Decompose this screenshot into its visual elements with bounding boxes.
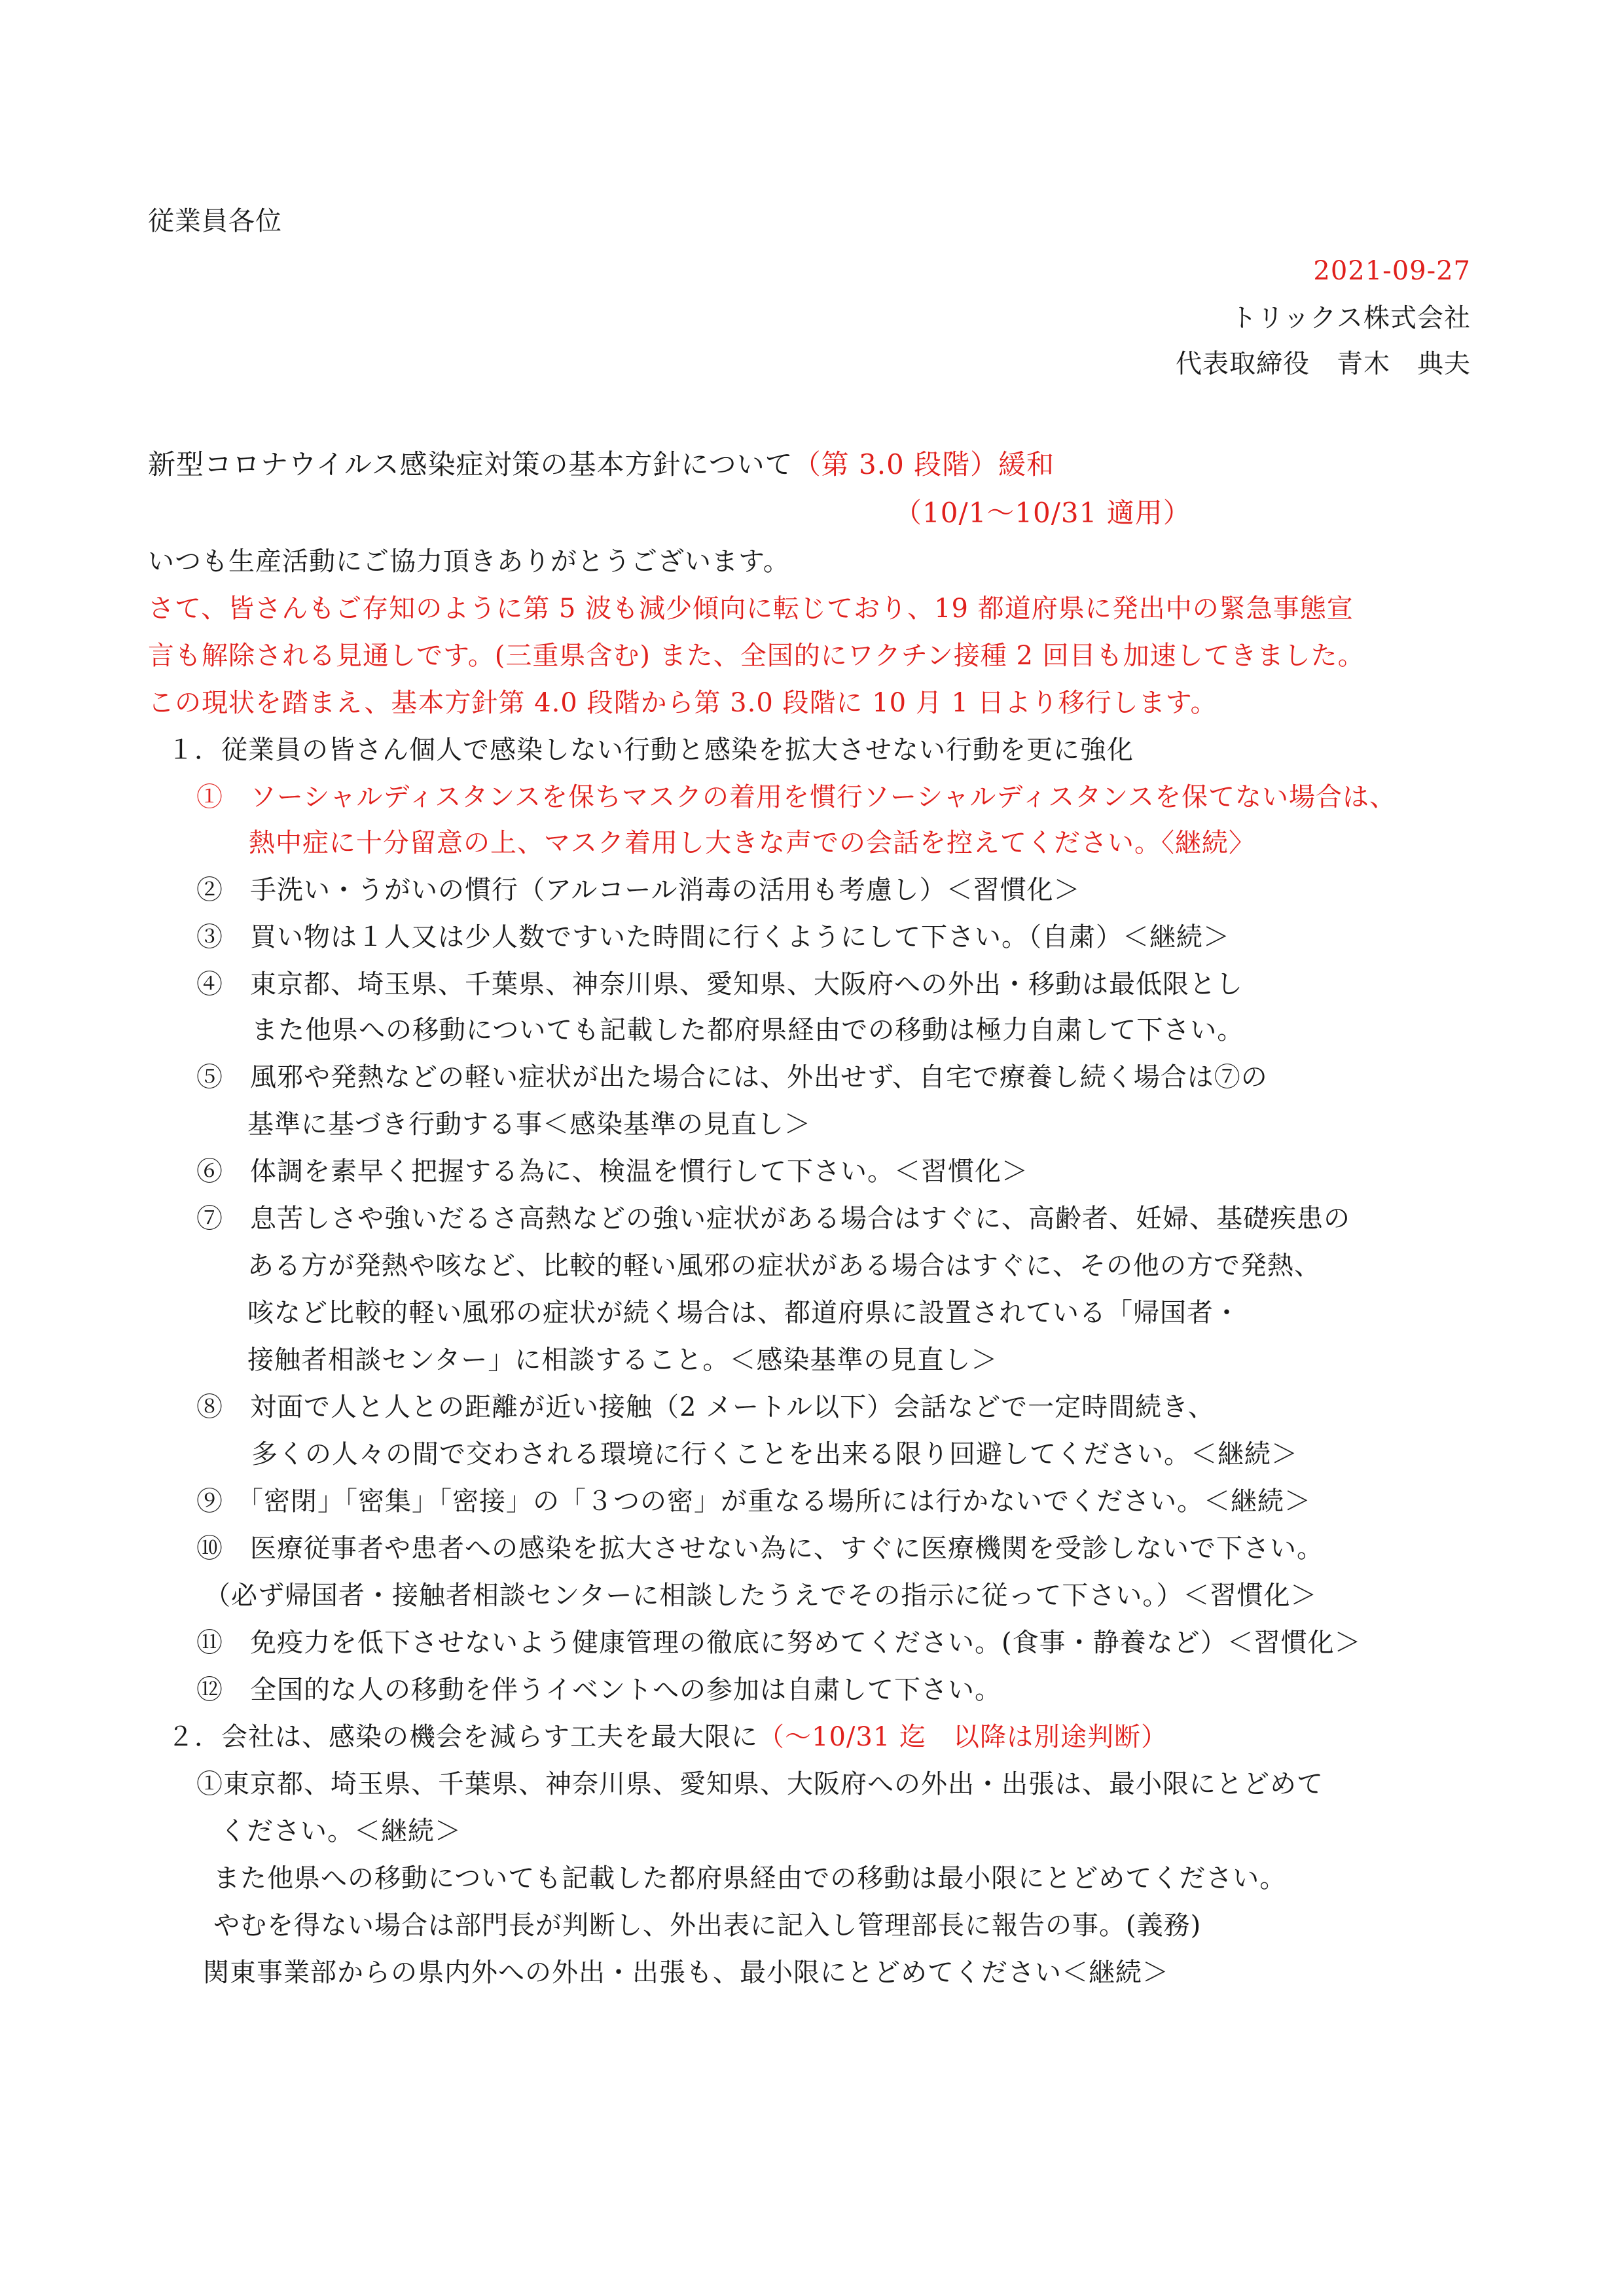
section2-heading-note: （～10/31 迄 以降は別途判断） (758, 1722, 1168, 1752)
title-stage: （第 3.0 段階）緩和 (793, 448, 1055, 480)
section1-item10-line1: ⑩ 医療従事者や患者への感染を拡大させない為に、すぐに医療機関を受診しないで下さい。 (196, 1534, 1324, 1564)
addressee: 従業員各位 (148, 206, 282, 236)
section1-item2: ② 手洗い・うがいの慣行（アルコール消毒の活用も考慮し）＜習慣化＞ (196, 875, 1081, 905)
section1-item1-line1: ① ソーシャルディスタンスを保ちマスクの着用を慣行ソーシャルディスタンスを保てない場合は、 (196, 782, 1396, 812)
section2-item1-line5: 関東事業部からの県内外への外出・出張も、最小限にとどめてください＜継続＞ (203, 1958, 1169, 1988)
title-main: 新型コロナウイルス感染症対策の基本方針について (148, 448, 793, 480)
section1-item3: ③ 買い物は１人又は少人数ですいた時間に行くようにして下さい。（自粛）＜継続＞ (196, 922, 1230, 952)
section1-item7-line4: 接触者相談センター」に相談すること。＜感染基準の見直し＞ (247, 1345, 998, 1375)
section1-item7-line2: ある方が発熱や咳など、比較的軽い風邪の症状がある場合はすぐに、その他の方で発熱、 (247, 1251, 1321, 1281)
document-title (148, 446, 1055, 483)
section1-item7-line3: 咳など比較的軽い風邪の症状が続く場合は、都道府県に設置されている「帰国者・ (247, 1298, 1240, 1328)
company-name: トリックス株式会社 (1231, 303, 1471, 333)
greeting-text: いつも生産活動にご協力頂きありがとうございます。 (148, 547, 790, 577)
section1-item4-line1: ④ 東京都、埼玉県、千葉県、神奈川県、愛知県、大阪府への外出・移動は最低限とし (196, 969, 1243, 999)
section1-item1-line2: 熱中症に十分留意の上、マスク着用し大きな声での会話を控えてください。〈継続〉 (249, 828, 1255, 858)
document-date: 2021-09-27 (1313, 256, 1471, 286)
section1-heading: １．従業員の皆さん個人で感染しない行動と感染を拡大させない行動を更に強化 (168, 735, 1134, 765)
section2-item1-line3: また他県への移動についても記載した都府県経由での移動は最小限にとどめてください。 (213, 1863, 1287, 1893)
notice-line-2: 言も解除される見通しです。(三重県含む) また、全国的にワクチン接種 2 回目も加速してきました。 (148, 641, 1365, 671)
section1-item10-line2: （必ず帰国者・接触者相談センターに相談したうえでその指示に従って下さい。）＜習慣化＞ (204, 1581, 1318, 1611)
title-period: （10/1～10/31 適用） (894, 497, 1191, 529)
section2-item1-line4: やむを得ない場合は部門長が判断し、外出表に記入し管理部長に報告の事。(義務) (213, 1910, 1202, 1941)
section1-item5-line2: 基準に基づき行動する事＜感染基準の見直し＞ (247, 1109, 811, 1139)
section1-item12: ⑫ 全国的な人の移動を伴うイベントへの参加は自粛して下さい。 (196, 1675, 1001, 1705)
section2-item1-line2: ください。＜継続＞ (220, 1816, 461, 1846)
notice-line-3: この現状を踏まえ、基本方針第 4.0 段階から第 3.0 段階に 10 月 1 日より移行します。 (148, 688, 1218, 718)
section1-item8-line2: 多くの人々の間で交わされる環境に行くことを出来る限り回避してください。＜継続＞ (251, 1439, 1298, 1469)
section1-item6: ⑥ 体調を素早く把握する為に、検温を慣行して下さい。＜習慣化＞ (196, 1157, 1028, 1187)
section2-heading-text: ２．会社は、感染の機会を減らす工夫を最大限に (168, 1722, 758, 1752)
signatory: 代表取締役 青木 典夫 (1176, 349, 1471, 379)
section1-item4-line2: また他県への移動についても記載した都府県経由での移動は極力自粛して下さい。 (251, 1015, 1244, 1045)
section2-heading (168, 1719, 1168, 1755)
notice-line-1: さて、皆さんもご存知のように第 5 波も減少傾向に転じており、19 都道府県に発出中の緊急事態宣 (148, 594, 1354, 624)
section1-item5-line1: ⑤ 風邪や発熱などの軽い症状が出た場合には、外出せず、自宅で療養し続く場合は⑦の (196, 1062, 1268, 1092)
section1-item8-line1: ⑧ 対面で人と人との距離が近い接触（2 メートル以下）会話などで一定時間続き、 (196, 1392, 1215, 1422)
section2-item1-line1: ①東京都、埼玉県、千葉県、神奈川県、愛知県、大阪府への外出・出張は、最小限にとどめて (196, 1769, 1324, 1799)
section1-item9: ⑨ 「密閉」「密集」「密接」の「３つの密」が重なる場所には行かないでください。＜継続＞ (196, 1486, 1311, 1516)
section1-item7-line1: ⑦ 息苦しさや強いだるさ高熱などの強い症状がある場合はすぐに、高齢者、妊婦、基礎疾患の (196, 1204, 1350, 1234)
section1-item11: ⑪ 免疫力を低下させないよう健康管理の徹底に努めてください。(食事・静養など）＜習慣化＞ (196, 1628, 1362, 1658)
